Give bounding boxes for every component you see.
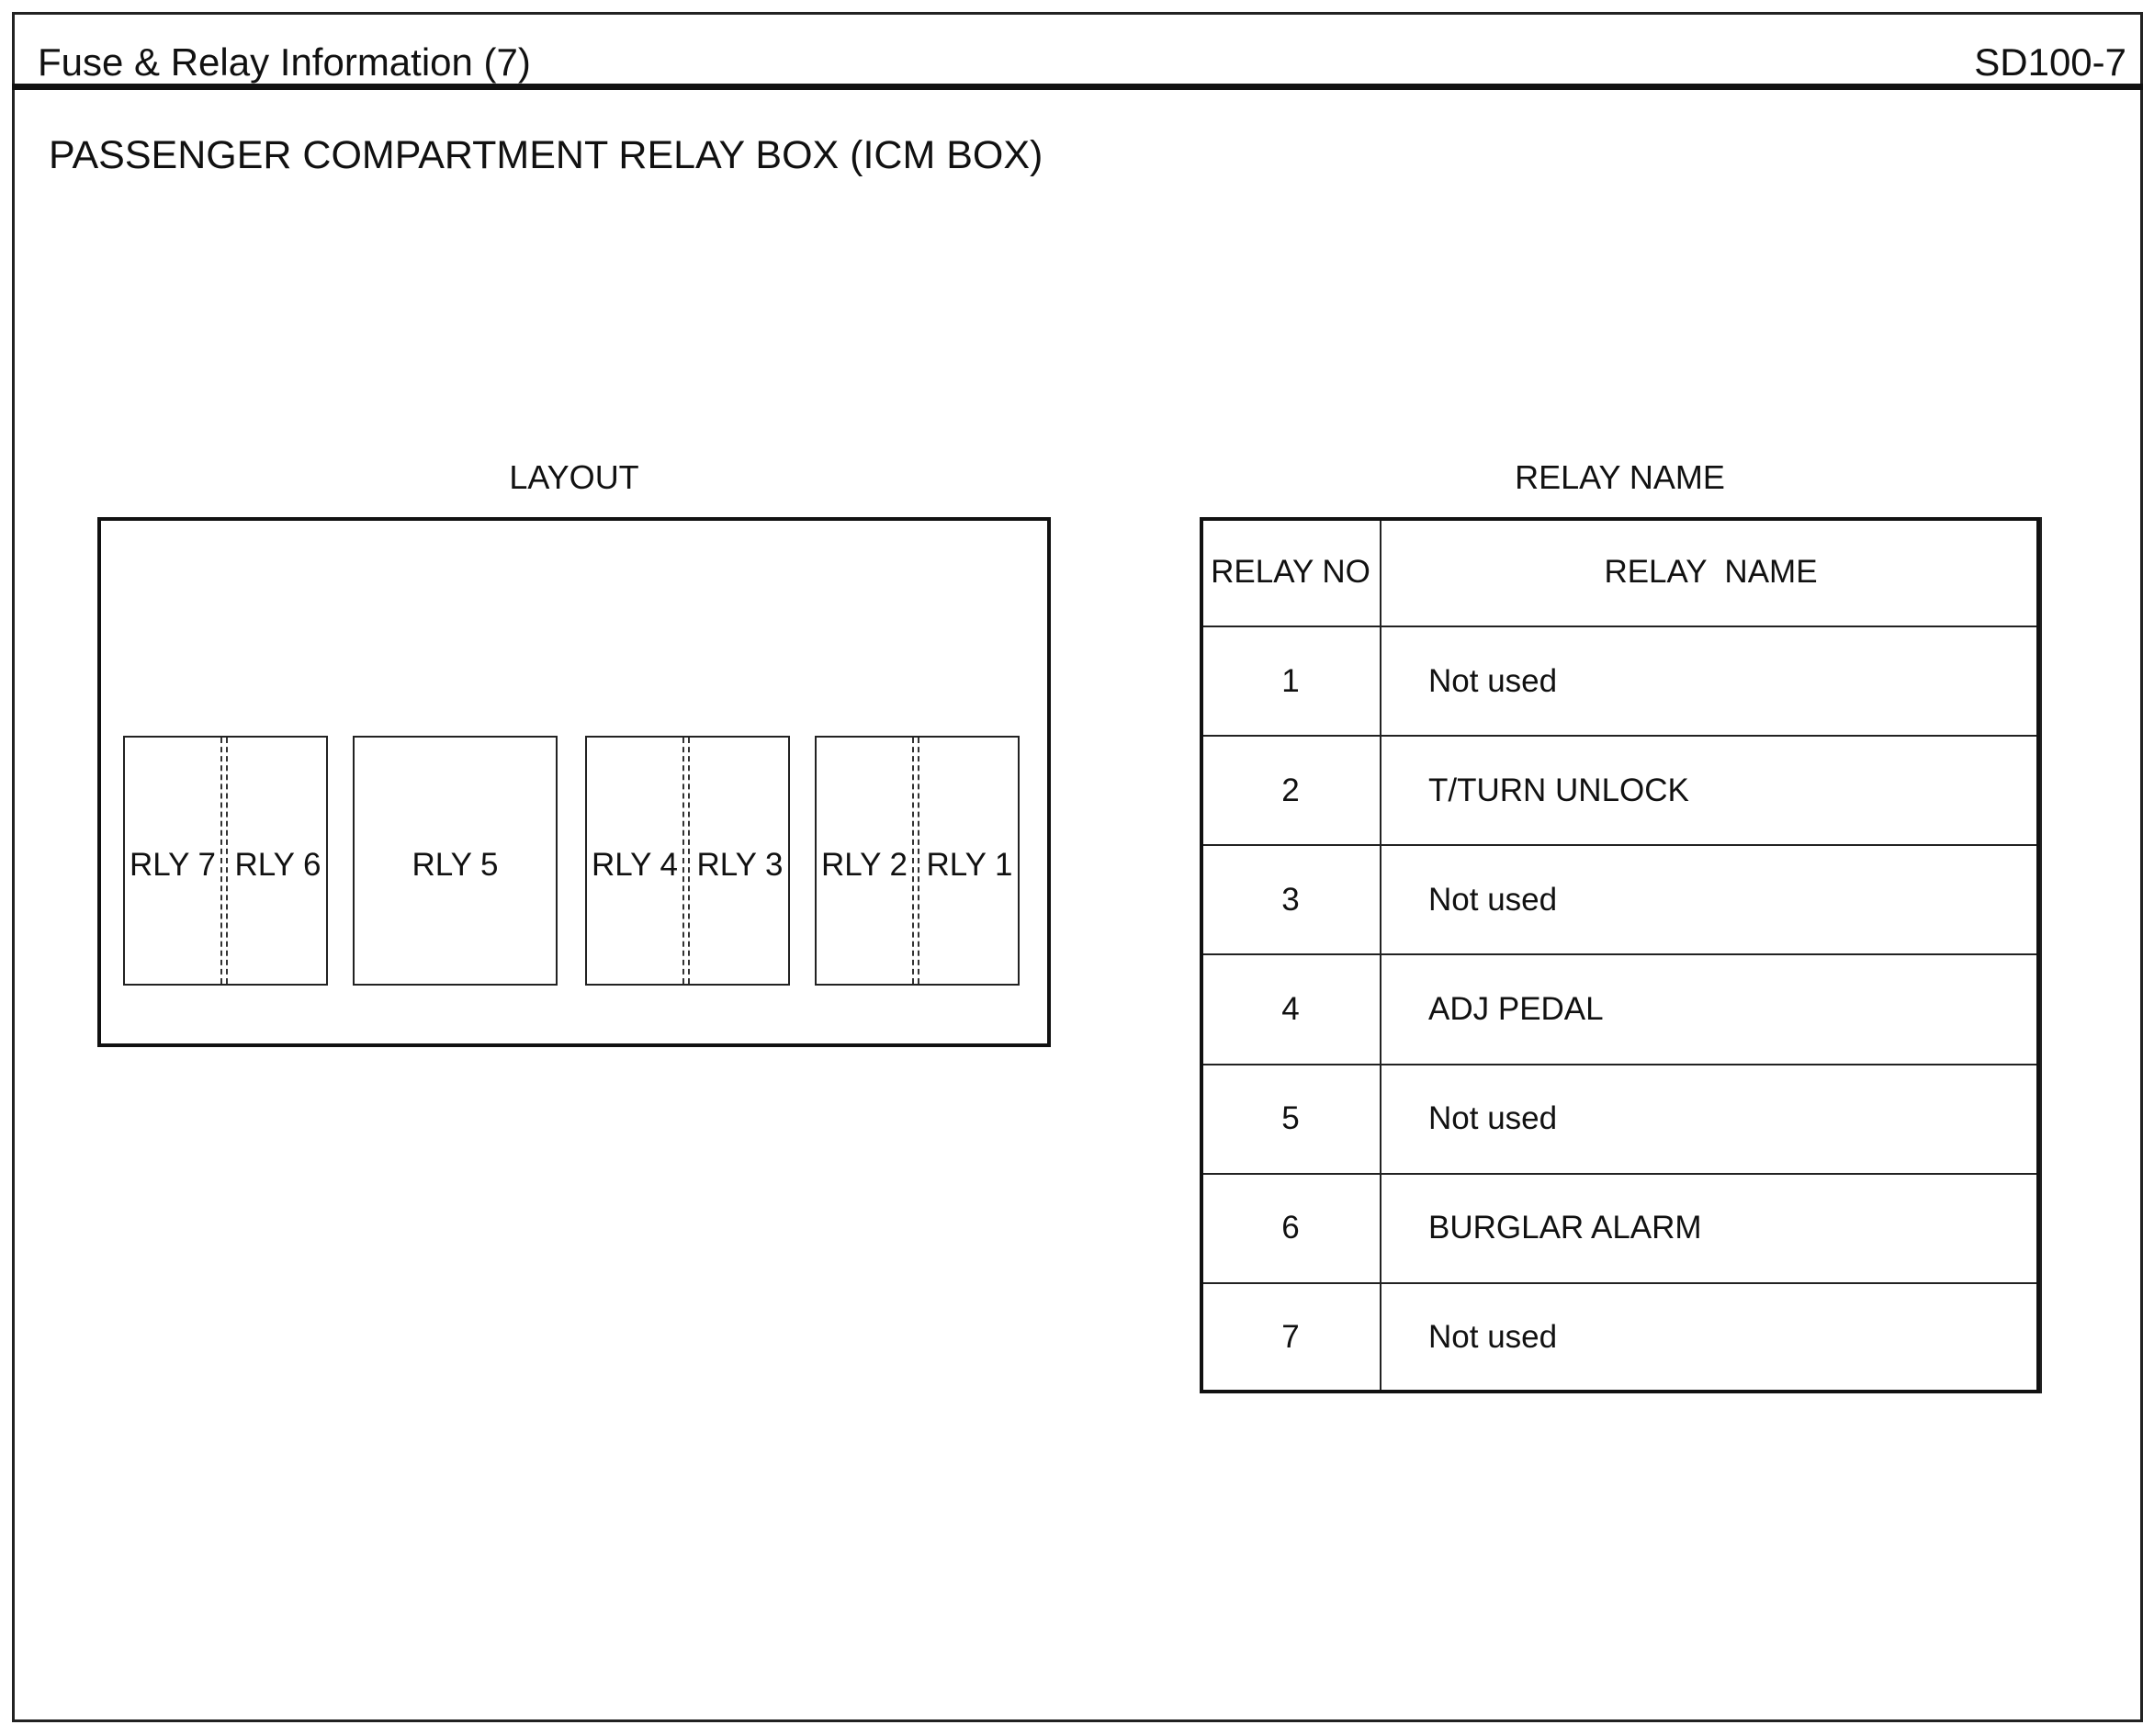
relay-box-title: PASSENGER COMPARTMENT RELAY BOX (ICM BOX) (49, 133, 1043, 177)
relay-name-cell: Not used (1381, 626, 2041, 736)
table-row (1201, 736, 2041, 845)
relay-name-cell: ADJ PEDAL (1381, 954, 2041, 1064)
relay-no-cell: 3 (1201, 845, 1381, 954)
relay-label-6: RLY 6 (234, 847, 321, 883)
layout-section-label: LAYOUT (509, 458, 639, 496)
relay-label-5: RLY 5 (412, 847, 499, 883)
header-bar (12, 12, 2143, 90)
relay-name-table (1200, 517, 2042, 1393)
relay-label-4: RLY 4 (591, 847, 679, 883)
column-header-relay-name: RELAY NAME (1381, 518, 2041, 626)
relay-name-cell: BURGLAR ALARM (1381, 1174, 2041, 1283)
relay-divider (682, 738, 690, 984)
table-row (1201, 1283, 2041, 1392)
relay-no-cell: 2 (1201, 736, 1381, 845)
relay-no-cell: 6 (1201, 1174, 1381, 1283)
relay-label-2: RLY 2 (820, 847, 908, 883)
relay-block-2-1 (815, 736, 1020, 986)
relay-block-5 (353, 736, 558, 986)
relay-no-cell: 4 (1201, 954, 1381, 1064)
relay-label-7: RLY 7 (129, 847, 217, 883)
relay-no-cell: 7 (1201, 1283, 1381, 1392)
relay-block-4-3 (585, 736, 790, 986)
table-row (1201, 1065, 2041, 1174)
relay-label-3: RLY 3 (696, 847, 784, 883)
relay-no-cell: 1 (1201, 626, 1381, 736)
relay-name-cell: Not used (1381, 1283, 2041, 1392)
relay-name-section-label: RELAY NAME (1515, 458, 1725, 496)
page-header-title: Fuse & Relay Information (7) (38, 40, 531, 84)
column-header-relay-no: RELAY NO (1201, 518, 1381, 626)
table-row (1201, 954, 2041, 1064)
table-row (1201, 626, 2041, 736)
relay-name-cell: Not used (1381, 845, 2041, 954)
table-header-row (1201, 518, 2041, 626)
relay-name-cell: T/TURN UNLOCK (1381, 736, 2041, 845)
relay-divider (220, 738, 228, 984)
relay-name-cell: Not used (1381, 1065, 2041, 1174)
relay-block-7-6 (123, 736, 328, 986)
table-row (1201, 845, 2041, 954)
page-code: SD100-7 (1974, 40, 2126, 84)
table-row (1201, 1174, 2041, 1283)
relay-divider (912, 738, 919, 984)
relay-no-cell: 5 (1201, 1065, 1381, 1174)
relay-label-1: RLY 1 (926, 847, 1013, 883)
